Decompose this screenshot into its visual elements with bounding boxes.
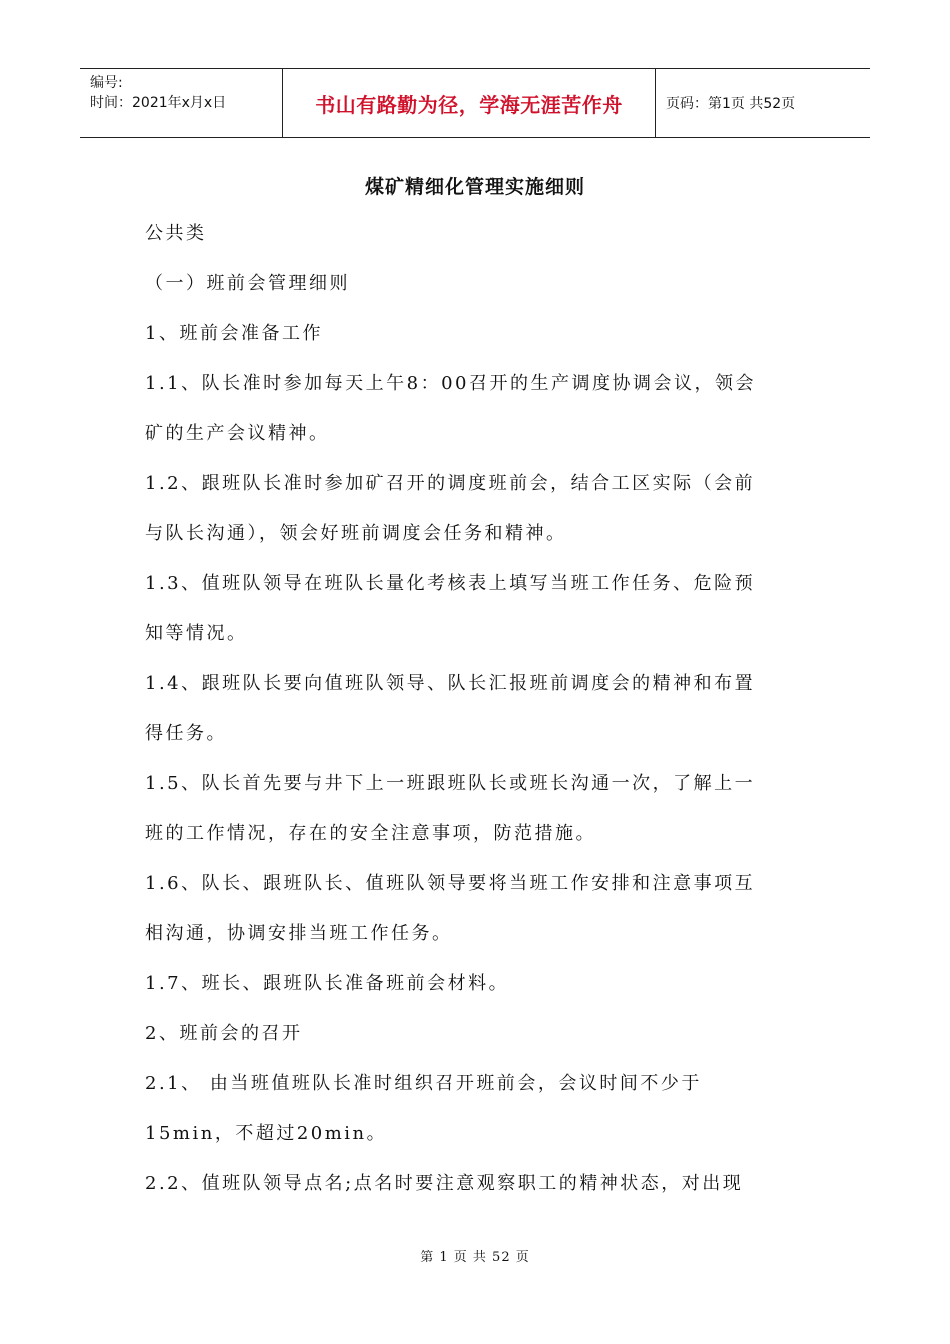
number-label: 编号:: [90, 75, 123, 91]
body-line: 1.7、班长、跟班队长准备班前会材料。: [145, 973, 510, 994]
body-line: 1.2、跟班队长准时参加矿召开的调度班前会，结合工区实际（会前: [145, 473, 756, 494]
body-line: 1.5、队长首先要与井下上一班跟班队长或班长沟通一次，了解上一: [145, 773, 756, 794]
body-line: 得任务。: [145, 723, 227, 744]
body-line: 1.1、队长准时参加每天上午8：00召开的生产调度协调会议，领会: [145, 373, 756, 394]
body-line: 1.6、队长、跟班队长、值班队领导要将当班工作安排和注意事项互: [145, 873, 756, 894]
document-body: [145, 216, 807, 1216]
header-motto: 书山有路勤为径，学海无涯苦作舟: [282, 69, 656, 137]
time-label: 时间：2021年x月x日: [90, 95, 227, 111]
header-table: [80, 68, 870, 138]
body-line: 2.2、值班队领导点名;点名时要注意观察职工的精神状态，对出现: [145, 1173, 744, 1194]
body-line: 1、班前会准备工作: [145, 323, 323, 344]
body-line: 2.1、 由当班值班队长准时组织召开班前会，会议时间不少于: [145, 1073, 702, 1094]
body-line: 与队长沟通），领会好班前调度会任务和精神。: [145, 523, 567, 544]
header-page-label: 页码：第1页 共52页: [666, 96, 796, 112]
body-line: 知等情况。: [145, 623, 248, 644]
page-footer: 第 1 页 共 52 页: [420, 1250, 530, 1265]
body-line: 矿的生产会议精神。: [145, 423, 330, 444]
document-title: 煤矿精细化管理实施细则: [364, 176, 585, 198]
body-line: 公共类: [145, 223, 207, 244]
header-meta: [80, 69, 282, 137]
body-line: 相沟通，协调安排当班工作任务。: [145, 923, 453, 944]
body-line: （一）班前会管理细则: [145, 273, 350, 294]
body-line: 1.3、值班队领导在班队长量化考核表上填写当班工作任务、危险预: [145, 573, 756, 594]
body-line: 15min，不超过20min。: [145, 1123, 388, 1144]
body-line: 2、班前会的召开: [145, 1023, 303, 1044]
body-line: 1.4、跟班队长要向值班队领导、队长汇报班前调度会的精神和布置: [145, 673, 756, 694]
body-line: 班的工作情况，存在的安全注意事项，防范措施。: [145, 823, 596, 844]
